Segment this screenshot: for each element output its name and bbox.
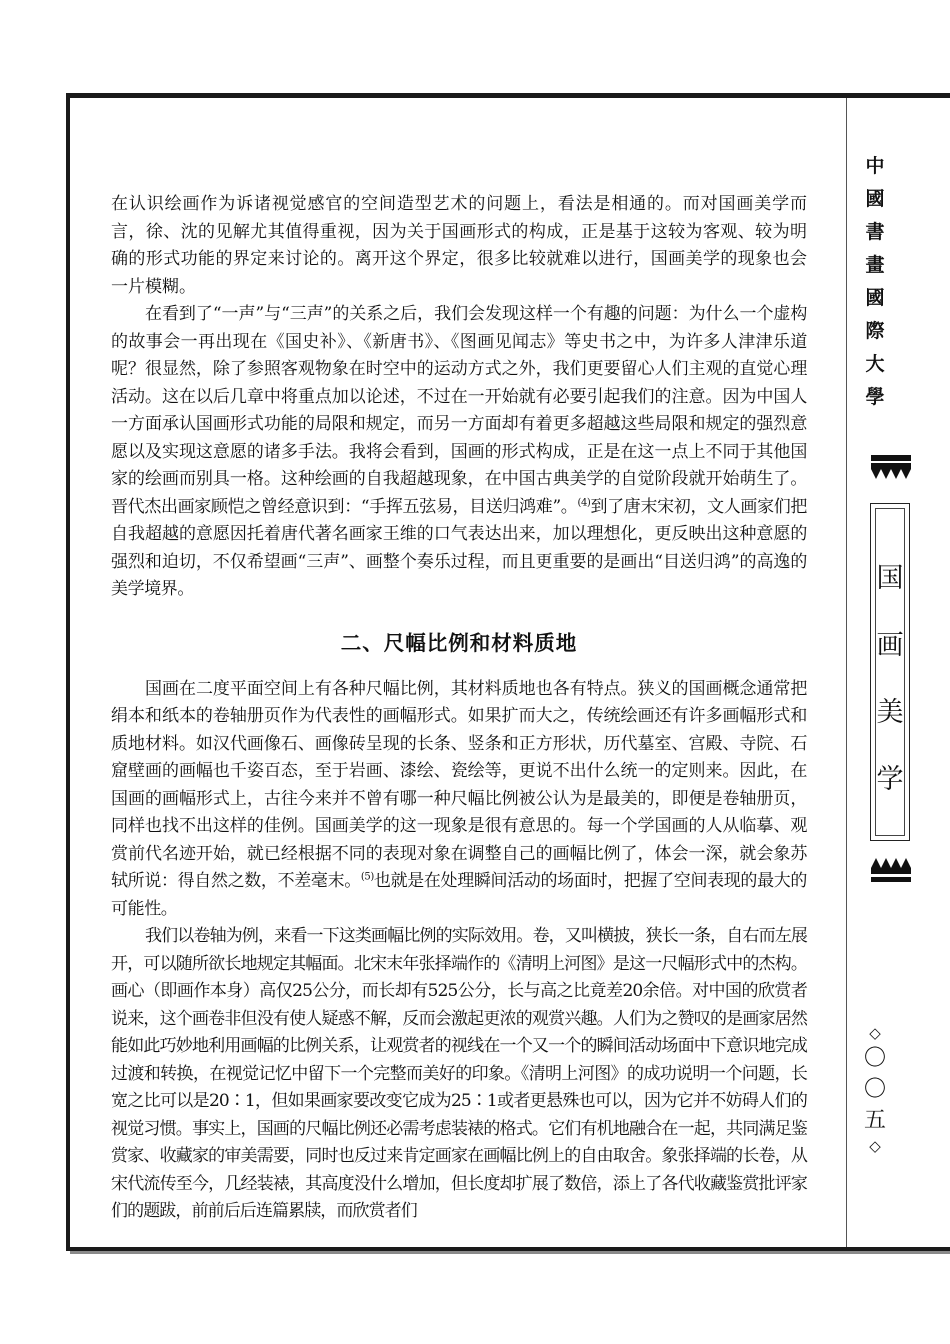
paragraph-3-text-a: 国画在二度平面空间上有各种尺幅比例，其材料质地也各有特点。狭义的国画概念通常把绢本和纸本的卷轴册页作为代表性的画幅形式。如果扩而大之，传统绘画还有许多画幅形式和质地材料。如汉代画像石、画像砖呈现的长条、竖条和正方形状，历代墓室、宫殿、寺院、石窟壁画的画幅也千姿百态，至于岩画、漆绘、瓷绘等，更说不出什么统一的定则来。因此，在国画的画幅形式上，古往今来并不曾有哪一种尺幅比例被公认为是最美的，即便是卷轴册页，同样也找不出这样的佳例。国画美学的这一现象是很有意思的。每一个学国画的人从临摹、观赏前代名迹开始，就已经根据不同的表现对象在调整自己的画幅比例了，体会一深，就会象苏轼所说：得自然之数，不差毫末。 xyxy=(111,678,807,891)
side-column-divider xyxy=(846,98,847,1247)
footnote-ref-4: (4) xyxy=(577,496,591,508)
university-name-vertical xyxy=(862,150,888,414)
main-text-column xyxy=(111,191,807,1226)
university-char: 國 xyxy=(865,188,885,210)
university-char: 際 xyxy=(865,320,885,342)
page-number-vertical xyxy=(862,1023,888,1156)
diamond-ornament-bottom: ◇ xyxy=(869,1137,881,1155)
paragraph-3 xyxy=(111,676,807,924)
paragraph-1: 在认识绘画作为诉诸视觉感官的空间造型艺术的问题上，看法是相通的。而对国画美学而言，徐、沈的见解尤其值得重视，因为关于国画形式的构成，正是基于这较为客观、较为明确的形式功能的界定来讨论的。离开这个界定，很多比较就难以进行，国画美学的现象也会一片模糊。 xyxy=(111,194,807,297)
page-frame-top xyxy=(66,93,950,98)
university-char: 大 xyxy=(865,353,885,375)
book-title-char: 国 xyxy=(876,563,904,594)
page-number-char: 〇 xyxy=(863,1046,886,1071)
book-title-char: 画 xyxy=(876,630,904,661)
book-title-vertical xyxy=(870,545,910,813)
university-char: 書 xyxy=(865,221,885,243)
university-char: 中 xyxy=(865,155,885,177)
page-number-char: 五 xyxy=(863,1108,886,1133)
diamond-ornament-top: ◇ xyxy=(869,1024,881,1042)
book-title-char: 美 xyxy=(876,697,904,728)
book-title-char: 学 xyxy=(876,764,904,795)
university-char: 國 xyxy=(865,287,885,309)
ornament-zigzag-top xyxy=(871,463,911,479)
ornament-zigzag-bottom xyxy=(871,858,911,874)
section-heading: 二、尺幅比例和材料质地 xyxy=(340,630,578,655)
paragraph-3-text-b: 也就是在处理瞬间活动的场面时，把握了空间表现的最大的可能性。 xyxy=(111,871,807,919)
page-frame-left xyxy=(66,93,70,1251)
paragraph-2-text-b: 到了唐末宋初，文人画家们把自我超越的意愿因托着唐代著名画家王维的口气表达出来，加以理想化，更反映出这种意愿的强烈和迫切，不仅希望画“三声”、画整个奏乐过程，而且更重要的是画出“目送归鸿”的高逸的美学境界。 xyxy=(111,496,807,599)
paragraph-2-text-a: 在看到了“一声”与“三声”的关系之后，我们会发现这样一个有趣的问题：为什么一个虚构的故事会一再出现在《国史补》、《新唐书》、《图画见闻志》等史书之中，为许多人津津乐道呢？很显然，除了参照客观物象在时空中的运动方式之外，我们更要留心人们主观的直觉心理活动。这在以后几章中将重点加以论述，不过在一开始就有必要引起我们的注意。因为中国人一方面承认国画形式功能的局限和规定，而另一方面却有着更多超越这些局限和规定的强烈意愿以及实现这意愿的诸多手法。我将会看到，国画的形式构成，正是在这一点上不同于其他国家的绘画而别具一格。这种绘画的自我超越现象，在中国古典美学的自觉阶段就开始萌生了。晋代杰出画家顾恺之曾经意识到：“手挥五弦易，目送归鸿难”。 xyxy=(111,304,807,517)
ornament-band-top xyxy=(871,455,911,461)
page-frame-shadow xyxy=(70,1251,950,1254)
paragraph-4: 我们以卷轴为例，来看一下这类画幅比例的实际效用。卷，又叫横披，狭长一条，自右而左展开，可以随所欲长地规定其幅面。北宋末年张择端作的《清明上河图》是这一尺幅形式中的杰构。画心（即画作本身）高仅25公分，而长却有525公分，长与高之比竟差20余倍。对中国的欣赏者说来，这个画卷非但没有使人疑惑不解，反而会激起更浓的观赏兴趣。人们为之赞叹的是画家居然能如此巧妙地利用画幅的比例关系，让观赏者的视线在一个又一个的瞬间活动场面中下意识地完成过渡和转换，在视觉记忆中留下一个完整而美好的印象。《清明上河图》的成功说明一个问题，长宽之比可以是20∶1，但如果画家要改变它成为25∶1或者更悬殊也可以，因为它并不妨碍人们的视觉习惯。事实上，国画的尺幅比例还必需考虑装裱的格式。它们有机地融合在一起，共同满足鉴赏家、收藏家的审美需要，同时也反过来肯定画家在画幅比例上的自由取舍。象张择端的长卷，从宋代流传至今，几经装裱，其高度没什么增加，但长度却扩展了数倍，添上了各代收藏鉴赏批评家们的题跋，前前后后连篇累牍，而欣赏者们 xyxy=(111,926,807,1221)
page-number-char: 〇 xyxy=(863,1077,886,1102)
university-char: 畫 xyxy=(865,254,885,276)
university-char: 學 xyxy=(865,386,885,408)
ornament-band-bottom xyxy=(871,877,911,882)
footnote-ref-5: (5) xyxy=(360,871,374,883)
paragraph-2 xyxy=(111,301,807,604)
